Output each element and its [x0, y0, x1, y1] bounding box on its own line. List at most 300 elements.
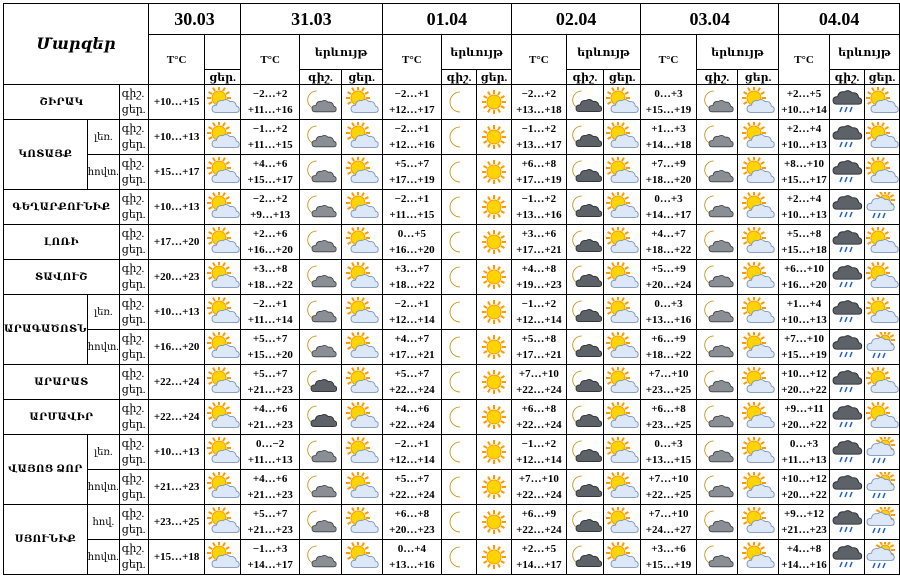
temp-day: +19…+23 — [516, 279, 562, 291]
temp-cell — [779, 540, 830, 575]
moon-darkcloud-icon — [300, 367, 340, 397]
phenomenon-night — [442, 120, 477, 155]
temp-cell — [512, 295, 567, 330]
moon-icon — [442, 297, 476, 327]
table-row — [4, 190, 900, 225]
phenomenon-day-30-03 — [205, 330, 241, 365]
temp-cell — [512, 365, 567, 400]
temp-day-30-03: +10…+13 — [149, 435, 205, 470]
moon-icon — [442, 437, 476, 467]
day-subheader-2: ցեր. — [477, 70, 512, 85]
sun-cloud-icon — [342, 472, 382, 502]
rain-cloud-icon — [830, 507, 864, 537]
phenomenon-night — [829, 330, 864, 365]
moon-darkcloud-icon — [567, 297, 603, 327]
sun-cloud-icon — [342, 437, 382, 467]
phenomenon-day-30-03 — [205, 505, 241, 540]
temp-cell — [779, 435, 830, 470]
night-subheader-3: գիշ. — [566, 70, 603, 85]
moon-icon — [442, 472, 476, 502]
phenomenon-night — [442, 435, 477, 470]
temp-cell — [382, 120, 441, 155]
temp-day-30-03: +21…+23 — [149, 470, 205, 505]
moon-icon — [442, 227, 476, 257]
area-type: հովտ. — [87, 330, 119, 365]
temp-night: −2…+1 — [394, 298, 430, 310]
day-subheader-4: ցեր. — [737, 70, 778, 85]
table-row — [4, 365, 900, 400]
temp-night: +3…+8 — [252, 263, 288, 275]
night-subheader-1: գիշ. — [300, 70, 341, 85]
temp-cell — [779, 470, 830, 505]
temp-day: +17…+19 — [389, 174, 435, 186]
temp-night: +6…+8 — [521, 403, 557, 415]
sun-cloud-icon — [342, 507, 382, 537]
day-label: ցեր. — [121, 524, 146, 536]
phenomenon-day — [477, 330, 512, 365]
sun-cloud-icon — [604, 297, 640, 327]
phenomenon-night — [696, 155, 737, 190]
night-day-labels — [119, 260, 148, 295]
sun-cloud-icon — [738, 122, 778, 152]
temp-night: +2…+6 — [252, 228, 288, 240]
day-label: ցեր. — [121, 384, 146, 396]
phenomenon-night — [566, 295, 603, 330]
day-label: ցեր. — [121, 279, 146, 291]
temp-day: +13…+18 — [516, 104, 562, 116]
sun-icon — [477, 192, 511, 222]
temp-cell — [241, 225, 300, 260]
night-subheader-5: գիշ. — [829, 70, 864, 85]
temp-night: +2…+4 — [786, 193, 822, 205]
temp-day: +15…+18 — [781, 244, 827, 256]
day-label: ցեր. — [121, 559, 146, 571]
area-type: հովտ. — [87, 155, 119, 190]
phenomenon-day — [477, 470, 512, 505]
temp-cell — [241, 85, 300, 120]
phenomenon-day — [477, 540, 512, 575]
night-day-labels — [119, 470, 148, 505]
phenomenon-night — [442, 260, 477, 295]
moon-cloud-icon — [697, 332, 737, 362]
phenomenon-night — [696, 225, 737, 260]
rain-cloud-icon — [830, 542, 864, 572]
temp-night: −2…+1 — [394, 123, 430, 135]
phenomenon-day — [737, 120, 778, 155]
temp-night: +3…+6 — [521, 228, 557, 240]
temp-day: +22…+24 — [516, 384, 562, 396]
temp-night: +2…+4 — [786, 123, 822, 135]
temp-day: +9…+13 — [250, 209, 291, 221]
rain-cloud-icon — [830, 402, 864, 432]
temp-night: +4…+8 — [786, 543, 822, 555]
temp-cell — [241, 155, 300, 190]
temp-night: −2…+2 — [252, 88, 288, 100]
temp-night: +10…+12 — [781, 368, 827, 380]
sun-cloud-icon — [205, 227, 240, 257]
moon-cloud-icon — [697, 402, 737, 432]
phenomenon-day — [341, 505, 382, 540]
region-name: ՏԱՎՈՒՇ — [4, 260, 120, 295]
temp-cell — [241, 540, 300, 575]
sun-cloud-icon — [205, 262, 240, 292]
temp-night: +3…+7 — [394, 263, 430, 275]
moon-cloud-icon — [300, 507, 340, 537]
phenomenon-day — [341, 400, 382, 435]
moon-darkcloud-icon — [567, 367, 603, 397]
phenomenon-day-30-03 — [205, 260, 241, 295]
temp-day: +12…+14 — [516, 454, 562, 466]
temp-night: −1…+2 — [521, 298, 557, 310]
phenomenon-day — [864, 470, 899, 505]
temp-cell — [641, 435, 696, 470]
night-label: գիշ. — [121, 123, 145, 135]
temp-day: +12…+14 — [389, 454, 435, 466]
temp-night: −2…+1 — [394, 193, 430, 205]
phenomenon-day — [864, 330, 899, 365]
sun-cloud-icon — [604, 367, 640, 397]
temp-night: −1…+2 — [252, 123, 288, 135]
temp-day-30-03: +15…+18 — [149, 540, 205, 575]
region-name: ԿՈՏԱՅՔ — [4, 120, 88, 190]
phenomenon-day — [604, 400, 641, 435]
night-label: գիշ. — [121, 368, 145, 380]
phenomenon-day-30-03 — [205, 190, 241, 225]
region-name: ՎԱՅՈՑ ՁՈՐ — [4, 435, 88, 505]
temp-day: +14…+18 — [645, 139, 692, 151]
phenomenon-night — [829, 470, 864, 505]
temp-cell — [779, 260, 830, 295]
night-day-labels — [119, 365, 148, 400]
phenomenon-day — [604, 330, 641, 365]
day-label: ցեր. — [121, 139, 146, 151]
sun-icon — [477, 437, 511, 467]
phenomenon-day — [864, 400, 899, 435]
sun-cloud-icon — [865, 262, 899, 292]
temp-day: +15…+20 — [247, 349, 293, 361]
phenomenon-night — [442, 505, 477, 540]
rain-cloud-icon — [830, 157, 864, 187]
temp-night: +5…+7 — [394, 158, 430, 170]
temp-cell — [382, 225, 441, 260]
temp-day-30-03: +16…+20 — [149, 330, 205, 365]
table-body — [4, 85, 900, 575]
moon-darkcloud-icon — [567, 262, 603, 292]
sun-cloud-icon — [604, 437, 640, 467]
temp-day: +14…+16 — [781, 559, 827, 571]
night-label: գիշ. — [121, 508, 145, 520]
moon-cloud-icon — [697, 367, 737, 397]
temp-day-30-03: +10…+13 — [149, 295, 205, 330]
temp-night: +4…+6 — [252, 403, 288, 415]
temp-cell — [241, 260, 300, 295]
phenomenon-night — [442, 540, 477, 575]
temp-day: +22…+24 — [389, 419, 435, 431]
sun-cloud-icon — [865, 367, 899, 397]
temp-night: −2…+1 — [394, 438, 430, 450]
sun-cloud-icon — [205, 507, 240, 537]
temp-day-30-03: +22…+24 — [149, 400, 205, 435]
temp-night: +5…+7 — [252, 508, 288, 520]
phenomenon-night — [829, 225, 864, 260]
sun-icon — [477, 402, 511, 432]
temp-cell — [512, 505, 567, 540]
area-type: հով. — [87, 505, 119, 540]
rain-cloud-icon — [830, 332, 864, 362]
phenomenon-header-3: երևույթ — [566, 35, 641, 70]
phenomenon-day — [864, 540, 899, 575]
temp-cell — [382, 505, 441, 540]
temp-night: +3…+6 — [651, 543, 686, 555]
temp-day: +20…+22 — [781, 489, 827, 501]
region-name: ՍՅՈՒՆԻՔ — [4, 505, 88, 575]
moon-darkcloud-icon — [567, 472, 603, 502]
temp-day: +18…+22 — [247, 279, 293, 291]
temp-cell — [779, 120, 830, 155]
temp-header-5: T°C — [779, 35, 830, 85]
rain-cloud-icon — [830, 87, 864, 117]
sun-cloud-icon — [342, 297, 382, 327]
moon-icon — [442, 87, 476, 117]
temp-day: +11…+13 — [781, 454, 827, 466]
moon-cloud-icon — [697, 437, 737, 467]
sun-cloud-icon — [865, 122, 899, 152]
date-header-02-04: 02.04 — [512, 4, 641, 35]
sun-cloud-icon — [604, 507, 640, 537]
temp-cell — [641, 260, 696, 295]
moon-icon — [442, 402, 476, 432]
night-day-labels — [119, 190, 148, 225]
temp-night: +7…+10 — [648, 508, 689, 520]
table-row — [4, 470, 900, 505]
phenomenon-day — [604, 155, 641, 190]
temp-day: +10…+14 — [781, 104, 827, 116]
phenomenon-day — [604, 540, 641, 575]
temp-cell — [641, 295, 696, 330]
night-label: գիշ. — [121, 403, 145, 415]
phenomenon-day — [737, 155, 778, 190]
moon-cloud-icon — [697, 542, 737, 572]
temp-night: +7…+10 — [518, 473, 559, 485]
sun-cloud-icon — [738, 332, 778, 362]
day-label: ցեր. — [121, 349, 146, 361]
night-label: գիշ. — [121, 543, 145, 555]
phenomenon-night — [696, 120, 737, 155]
moon-cloud-icon — [697, 507, 737, 537]
temp-cell — [512, 85, 567, 120]
region-name: ԱՐՄԱՎԻՐ — [4, 400, 120, 435]
sun-cloud-icon — [738, 402, 778, 432]
phenomenon-day — [477, 435, 512, 470]
phenomenon-day — [737, 435, 778, 470]
sun-cloud-icon — [205, 367, 240, 397]
phenomenon-night — [696, 365, 737, 400]
temp-day: +13…+15 — [645, 454, 692, 466]
phenomenon-night — [300, 120, 341, 155]
temp-day: +18…+22 — [389, 279, 435, 291]
temp-day: +15…+17 — [247, 174, 293, 186]
phenomenon-night — [829, 400, 864, 435]
phenomenon-night — [442, 190, 477, 225]
phenomenon-day-30-03 — [205, 155, 241, 190]
temp-cell — [241, 295, 300, 330]
sun-icon — [477, 157, 511, 187]
moon-darkcloud-icon — [567, 507, 603, 537]
temp-night: +10…+12 — [781, 473, 827, 485]
phenomenon-night — [300, 540, 341, 575]
phenomenon-night — [696, 330, 737, 365]
temp-night: +4…+7 — [394, 333, 430, 345]
phenomenon-night — [566, 330, 603, 365]
sun-cloud-icon — [342, 157, 382, 187]
phenomenon-day — [737, 330, 778, 365]
temp-cell — [779, 155, 830, 190]
area-type: լեռ. — [87, 120, 119, 155]
rain-cloud-icon — [830, 262, 864, 292]
temp-header-3: T°C — [512, 35, 567, 85]
moon-darkcloud-icon — [300, 402, 340, 432]
phenomenon-day — [737, 540, 778, 575]
phenomenon-night — [696, 295, 737, 330]
temp-day: +11…+15 — [247, 139, 293, 151]
temp-day: +22…+24 — [389, 384, 435, 396]
temp-night: +9…+11 — [784, 403, 824, 415]
moon-cloud-icon — [697, 297, 737, 327]
temp-day: +23…+25 — [645, 384, 692, 396]
moon-cloud-icon — [300, 227, 340, 257]
phenomenon-day-30-03 — [205, 540, 241, 575]
night-label: գիշ. — [121, 88, 145, 100]
temp-night: 0…+5 — [397, 228, 427, 240]
temp-day: +11…+13 — [247, 454, 293, 466]
temp-cell — [641, 365, 696, 400]
phenomenon-day — [341, 330, 382, 365]
temp-night: +4…+6 — [252, 158, 288, 170]
temp-cell — [382, 400, 441, 435]
temp-night: +6…+8 — [521, 158, 557, 170]
night-day-labels — [119, 85, 148, 120]
temp-day: +11…+14 — [247, 314, 293, 326]
sun-cloud-icon — [205, 297, 240, 327]
temp-day: +21…+23 — [247, 524, 293, 536]
night-day-labels — [119, 400, 148, 435]
night-label: գիշ. — [121, 193, 145, 205]
phenomenon-night — [566, 120, 603, 155]
sun-icon — [477, 542, 511, 572]
table-row — [4, 85, 900, 120]
moon-cloud-icon — [300, 297, 340, 327]
sun-cloud-icon — [604, 87, 640, 117]
sun-cloud-icon — [738, 227, 778, 257]
phenomenon-day — [341, 120, 382, 155]
sun-cloud-icon — [342, 122, 382, 152]
temp-night: +4…+8 — [521, 263, 557, 275]
night-label: գիշ. — [121, 473, 145, 485]
temp-day: +20…+22 — [781, 384, 827, 396]
temp-day: +17…+21 — [516, 349, 562, 361]
phenomenon-day — [341, 260, 382, 295]
phenomenon-night — [300, 225, 341, 260]
temp-cell — [512, 120, 567, 155]
rain-sun-icon — [865, 332, 899, 362]
temp-cell — [641, 470, 696, 505]
temp-header-2: T°C — [382, 35, 441, 85]
forecast-sheet — [3, 3, 900, 575]
temp-cell — [382, 470, 441, 505]
rain-sun-icon — [865, 192, 899, 222]
sun-cloud-icon — [342, 542, 382, 572]
sun-cloud-icon — [738, 297, 778, 327]
phenomenon-day — [864, 260, 899, 295]
phenomenon-night — [442, 295, 477, 330]
phenomenon-night — [566, 190, 603, 225]
sun-cloud-icon — [738, 192, 778, 222]
area-type: լեռ. — [87, 435, 119, 470]
rain-sun-icon — [865, 542, 899, 572]
temp-night: +5…+7 — [394, 473, 430, 485]
night-day-labels — [119, 435, 148, 470]
temp-cell — [779, 190, 830, 225]
phenomenon-day — [341, 85, 382, 120]
temp-day: +12…+14 — [389, 314, 435, 326]
moon-darkcloud-icon — [567, 542, 603, 572]
phenomenon-night — [696, 470, 737, 505]
region-name: ԱՐԱՐԱՏ — [4, 365, 120, 400]
sun-cloud-icon — [604, 472, 640, 502]
temp-night: −1…+2 — [521, 438, 557, 450]
moon-icon — [442, 122, 476, 152]
temp-night: +8…+10 — [784, 158, 825, 170]
phenomenon-day — [341, 295, 382, 330]
temp-cell — [382, 85, 441, 120]
moon-cloud-icon — [697, 192, 737, 222]
phenomenon-night — [696, 505, 737, 540]
temp-day: +18…+22 — [645, 244, 692, 256]
night-label: գիշ. — [121, 228, 145, 240]
temp-cell — [382, 540, 441, 575]
temp-night: +4…+6 — [394, 403, 430, 415]
sun-cloud-icon — [205, 87, 240, 117]
temp-night: +7…+10 — [648, 368, 689, 380]
temp-night: +1…+4 — [786, 298, 822, 310]
phenomenon-day-30-03 — [205, 435, 241, 470]
temp-day: +15…+19 — [781, 349, 827, 361]
moon-darkcloud-icon — [567, 87, 603, 117]
phenomenon-day — [341, 155, 382, 190]
day-label: ցեր. — [121, 419, 146, 431]
temp-night: +6…+9 — [651, 333, 686, 345]
temp-cell — [641, 400, 696, 435]
phenomenon-day-30-03 — [205, 470, 241, 505]
temp-cell — [512, 470, 567, 505]
sun-cloud-icon — [738, 157, 778, 187]
temp-cell — [512, 155, 567, 190]
night-day-labels — [119, 330, 148, 365]
day-subheader-30-03: ցեր. — [205, 70, 241, 85]
phenomenon-day — [477, 365, 512, 400]
phenomenon-day-30-03 — [205, 120, 241, 155]
date-header-31-03: 31.03 — [241, 4, 383, 35]
sun-cloud-icon — [205, 437, 240, 467]
area-type: լեռ. — [87, 295, 119, 330]
day-label: ցեր. — [121, 489, 146, 501]
sun-cloud-icon — [865, 157, 899, 187]
phenomenon-night — [566, 540, 603, 575]
temp-header-30-03: T°C — [149, 35, 205, 85]
day-label: ցեր. — [121, 314, 146, 326]
moon-cloud-icon — [300, 122, 340, 152]
sun-icon — [477, 262, 511, 292]
